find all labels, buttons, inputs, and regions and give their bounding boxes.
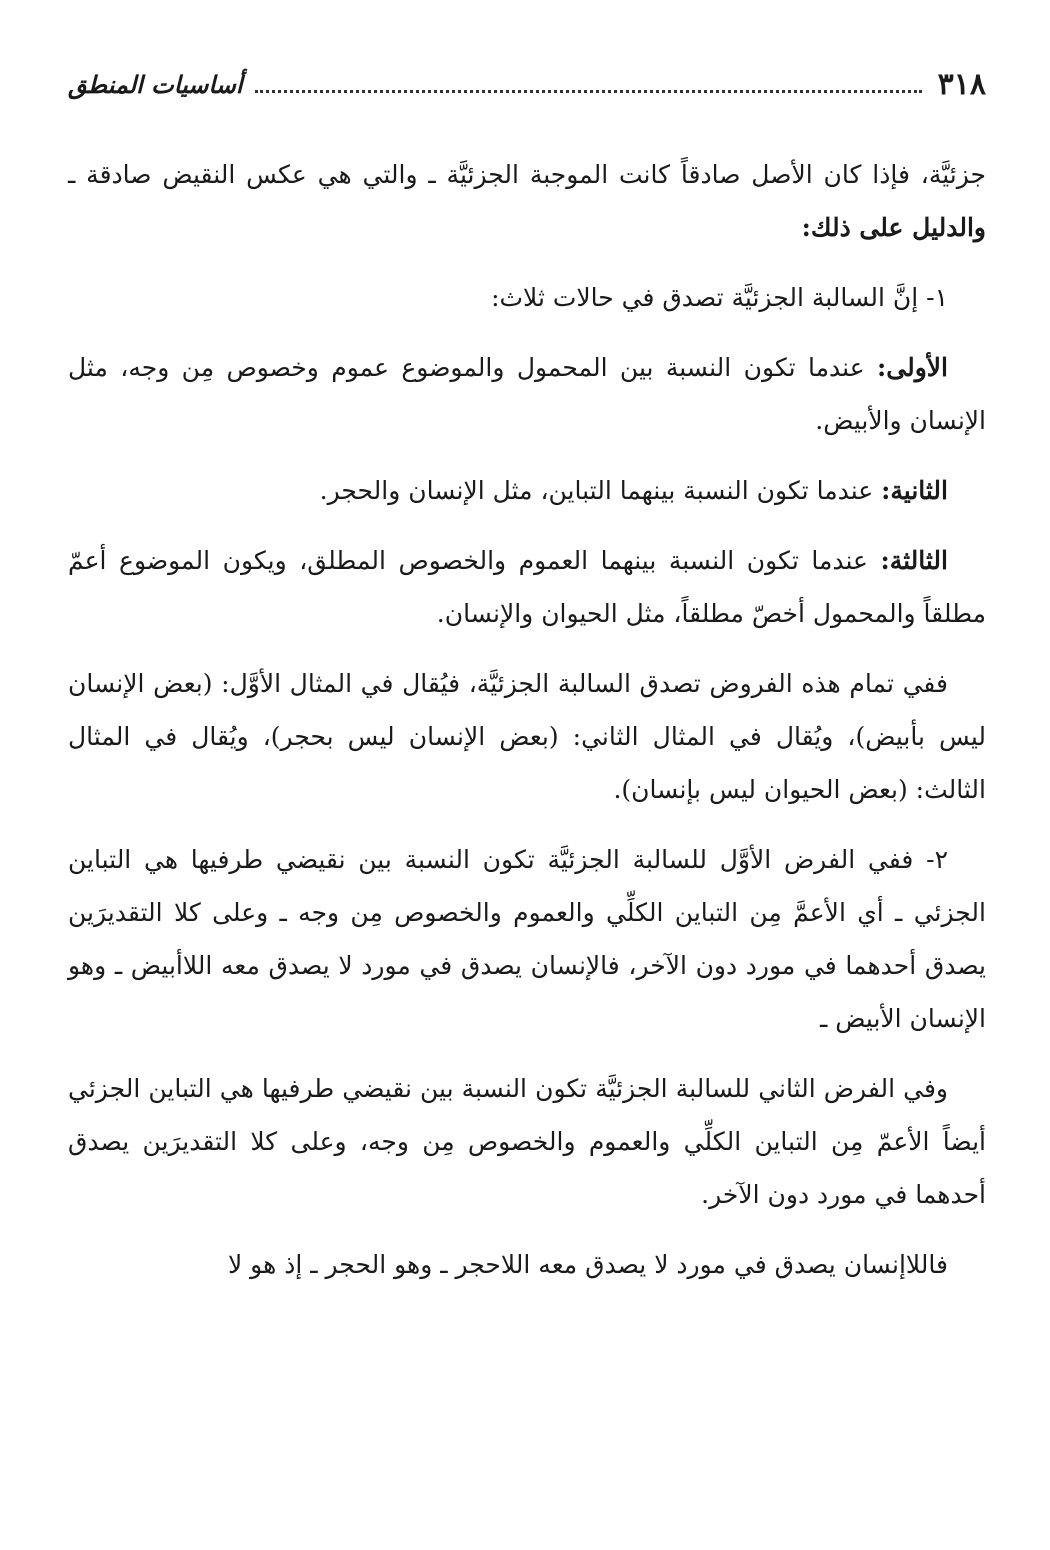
paragraph-text: ١- إنَّ السالبة الجزئيَّة تصدق في حالات ثلاث: — [491, 283, 948, 312]
paragraph-3 — [68, 341, 986, 447]
paragraph-text: عندما تكون النسبة بينهما العموم والخصوص المطلق، ويكون الموضوع أعمّ مطلقاً والمحمول أخصّ مطلقاً، مثل الحيوان والإنسان. — [68, 546, 986, 628]
paragraph-label: الثالثة: — [880, 546, 948, 575]
paragraph-text: وفي الفرض الثاني للسالبة الجزئيَّة تكون النسبة بين نقيضي طرفيها هي التباين الجزئي أيضاً الأعمّ مِن التباين الكلِّي والعموم والخصوص مِن وجه، وعلى كلا التقديرَين يصدق أحدهما في مورد دون الآخر. — [68, 1074, 986, 1209]
paragraph-5 — [68, 534, 986, 640]
running-title: أساسيات المنطق — [68, 69, 243, 99]
paragraph-text: عندما تكون النسبة بينهما التباين، مثل الإنسان والحجر. — [319, 476, 882, 505]
page-body — [68, 148, 986, 1308]
paragraph-text: جزئيَّة، فإذا كان الأصل صادقاً كانت الموجبة الجزئيَّة ـ والتي هي عكس النقيض صادقة ـ — [68, 160, 986, 189]
paragraph-bold-text: والدليل على ذلك: — [801, 213, 986, 242]
paragraph-4 — [68, 464, 986, 517]
header-dotted-leader — [255, 90, 922, 93]
paragraph-2 — [68, 271, 986, 324]
paragraph-text: عندما تكون النسبة بين المحمول والموضوع عموم وخصوص مِن وجه، مثل الإنسان والأبيض. — [68, 353, 986, 435]
paragraph-label: الثانية: — [881, 476, 948, 505]
paragraph-label: الأولى: — [877, 353, 948, 382]
paragraph-1 — [68, 148, 986, 254]
page-number: ٣١٨ — [937, 66, 986, 102]
paragraph-7 — [68, 833, 986, 1045]
paragraph-8 — [68, 1062, 986, 1221]
paragraph-text: فاللاإنسان يصدق في مورد لا يصدق معه اللاحجر ـ وهو الحجر ـ إذ هو لا — [227, 1250, 948, 1279]
paragraph-text: ٢- ففي الفرض الأوَّل للسالبة الجزئيَّة تكون النسبة بين نقيضي طرفيها هي التباين الجزئي ـ أي الأعمَّ مِن التباين الكلِّي والعموم والخصوص مِن وجه ـ وعلى كلا التقديرَين يصدق أحدهما في مورد دون الآخر، فالإنسان يصدق في مورد لا يصدق معه اللاأبيض ـ وهو الإنسان الأبيض ـ — [68, 845, 986, 1033]
paragraph-6 — [68, 657, 986, 816]
page-header — [68, 62, 986, 106]
paragraph-text: ففي تمام هذه الفروض تصدق السالبة الجزئيَّة، فيُقال في المثال الأوَّل: (بعض الإنسان ليس بأبيض)، ويُقال في المثال الثاني: (بعض الإنسان ليس بحجر)، ويُقال في المثال الثالث: (بعض الحيوان ليس بإنسان). — [68, 669, 986, 804]
paragraph-9 — [68, 1238, 986, 1291]
